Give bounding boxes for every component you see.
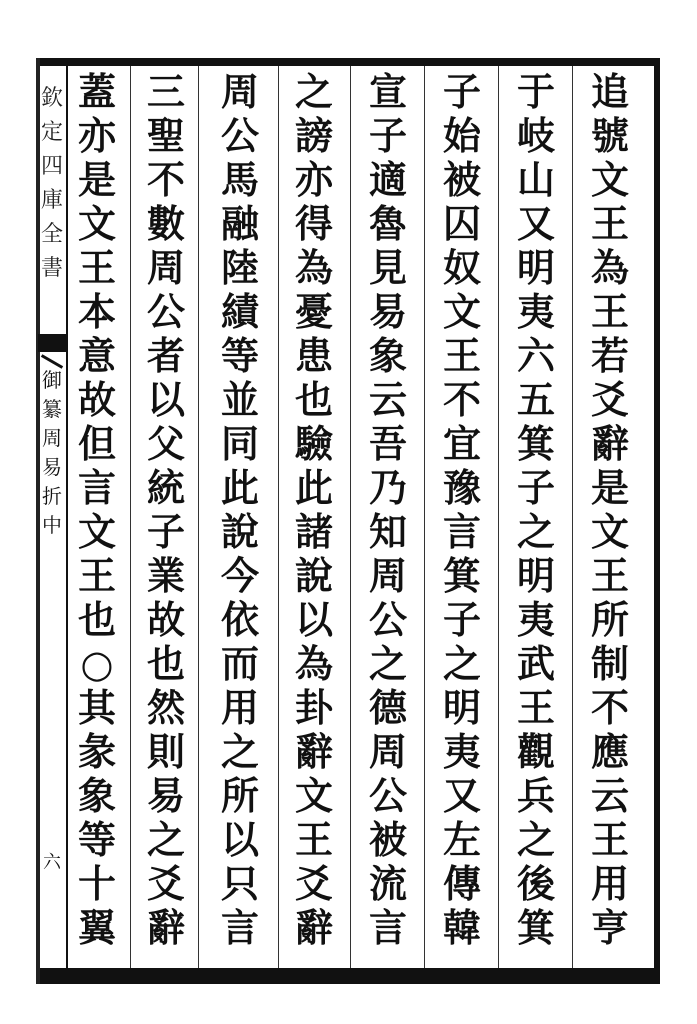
character: 之 bbox=[516, 509, 555, 554]
character: 之 bbox=[368, 641, 407, 686]
character: 夷 bbox=[516, 597, 555, 642]
spine-black-block bbox=[38, 334, 66, 352]
character: 見 bbox=[368, 245, 407, 290]
character: 觀 bbox=[516, 729, 555, 774]
character: 傳 bbox=[442, 861, 481, 906]
character: 四 bbox=[40, 154, 63, 179]
character: 文 bbox=[77, 509, 116, 554]
character: 言 bbox=[77, 465, 116, 510]
character: 父 bbox=[146, 421, 185, 466]
character: 爻 bbox=[590, 377, 629, 422]
character: 乃 bbox=[368, 465, 407, 510]
character: 左 bbox=[442, 817, 481, 862]
character: 後 bbox=[516, 861, 555, 906]
character: 公 bbox=[368, 597, 407, 642]
character: 夷 bbox=[516, 289, 555, 334]
character: 但 bbox=[77, 421, 116, 466]
text-column-1 bbox=[577, 70, 643, 970]
character: 易 bbox=[42, 455, 62, 479]
character: 並 bbox=[220, 377, 259, 422]
character: 等 bbox=[220, 333, 259, 378]
character: ○ bbox=[80, 641, 114, 686]
character: 周 bbox=[368, 553, 407, 598]
text-column-8 bbox=[64, 70, 130, 970]
character: 纂 bbox=[42, 397, 62, 421]
character: 依 bbox=[220, 597, 259, 642]
character: 業 bbox=[146, 553, 185, 598]
character: 是 bbox=[77, 157, 116, 202]
character: 全 bbox=[40, 222, 63, 247]
character: 此 bbox=[294, 465, 333, 510]
character: 公 bbox=[220, 113, 259, 158]
character: 卦 bbox=[294, 685, 333, 730]
character: 囚 bbox=[442, 201, 481, 246]
character: 是 bbox=[590, 465, 629, 510]
character: 公 bbox=[146, 289, 185, 334]
character: 明 bbox=[442, 685, 481, 730]
character: 云 bbox=[590, 773, 629, 818]
character: 聖 bbox=[146, 113, 185, 158]
character: 云 bbox=[368, 377, 407, 422]
character: 山 bbox=[516, 157, 555, 202]
character: 也 bbox=[294, 377, 333, 422]
character: 不 bbox=[146, 157, 185, 202]
character: 之 bbox=[294, 69, 333, 114]
column-rule bbox=[278, 66, 279, 968]
character: 周 bbox=[146, 245, 185, 290]
character: 辭 bbox=[294, 905, 333, 950]
character: 定 bbox=[40, 120, 63, 145]
character: 易 bbox=[368, 289, 407, 334]
character: 王 bbox=[77, 245, 116, 290]
character: 子 bbox=[442, 597, 481, 642]
character: 辭 bbox=[294, 729, 333, 774]
character: 用 bbox=[220, 685, 259, 730]
text-column-4 bbox=[355, 70, 421, 970]
character: 也 bbox=[146, 641, 185, 686]
character: 所 bbox=[220, 773, 259, 818]
character: 德 bbox=[368, 685, 407, 730]
character: 則 bbox=[146, 729, 185, 774]
character: 者 bbox=[146, 333, 185, 378]
character: 明 bbox=[516, 553, 555, 598]
character: 用 bbox=[590, 861, 629, 906]
character: 十 bbox=[77, 861, 116, 906]
character: 翼 bbox=[77, 905, 116, 950]
spine-page-number: 六 bbox=[43, 852, 61, 873]
character: 爻 bbox=[146, 861, 185, 906]
character: 文 bbox=[590, 157, 629, 202]
character: 而 bbox=[220, 641, 259, 686]
character: 陸 bbox=[220, 245, 259, 290]
character: 箕 bbox=[516, 905, 555, 950]
text-column-3 bbox=[429, 70, 495, 970]
character: 說 bbox=[220, 509, 259, 554]
character: 所 bbox=[590, 597, 629, 642]
character: 折 bbox=[42, 484, 62, 508]
character: 為 bbox=[294, 245, 333, 290]
character: 象 bbox=[77, 773, 116, 818]
character: 號 bbox=[590, 113, 629, 158]
character: 宜 bbox=[442, 421, 481, 466]
character: 子 bbox=[442, 69, 481, 114]
character: 子 bbox=[516, 465, 555, 510]
character: 王 bbox=[590, 289, 629, 334]
character: 王 bbox=[294, 817, 333, 862]
character: 若 bbox=[590, 333, 629, 378]
character: 不 bbox=[590, 685, 629, 730]
character: 周 bbox=[42, 426, 62, 450]
character: 亦 bbox=[77, 113, 116, 158]
character: 然 bbox=[146, 685, 185, 730]
character: 故 bbox=[77, 377, 116, 422]
character: 三 bbox=[146, 69, 185, 114]
character: 其 bbox=[77, 685, 116, 730]
character: 說 bbox=[294, 553, 333, 598]
character: 王 bbox=[590, 817, 629, 862]
character: 欽 bbox=[40, 86, 63, 111]
character: 謗 bbox=[294, 113, 333, 158]
character: 王 bbox=[442, 333, 481, 378]
character: 王 bbox=[590, 553, 629, 598]
character: 子 bbox=[146, 509, 185, 554]
character: 象 bbox=[368, 333, 407, 378]
frame-bottom-border bbox=[36, 968, 660, 984]
book-spine-margin bbox=[38, 66, 66, 968]
character: 彖 bbox=[77, 729, 116, 774]
text-column-2 bbox=[503, 70, 569, 970]
column-rule bbox=[572, 66, 573, 968]
character: 不 bbox=[442, 377, 481, 422]
character: 之 bbox=[516, 817, 555, 862]
character: 吾 bbox=[368, 421, 407, 466]
character: 為 bbox=[294, 641, 333, 686]
character: 又 bbox=[442, 773, 481, 818]
character: 同 bbox=[220, 421, 259, 466]
character: 奴 bbox=[442, 245, 481, 290]
character: 被 bbox=[368, 817, 407, 862]
character: 數 bbox=[146, 201, 185, 246]
frame-top-border bbox=[36, 58, 660, 66]
character: 言 bbox=[442, 509, 481, 554]
character: 夷 bbox=[442, 729, 481, 774]
text-column-7 bbox=[133, 70, 199, 970]
character: 王 bbox=[77, 553, 116, 598]
character: 爻 bbox=[294, 861, 333, 906]
character: 以 bbox=[146, 377, 185, 422]
character: 意 bbox=[77, 333, 116, 378]
character: 子 bbox=[368, 113, 407, 158]
character: 箕 bbox=[516, 421, 555, 466]
column-rule bbox=[498, 66, 499, 968]
character: 六 bbox=[516, 333, 555, 378]
character: 融 bbox=[220, 201, 259, 246]
column-rule bbox=[130, 66, 131, 968]
character: 箕 bbox=[442, 553, 481, 598]
character: 得 bbox=[294, 201, 333, 246]
character: 御 bbox=[42, 368, 62, 392]
character: 始 bbox=[442, 113, 481, 158]
character: 文 bbox=[77, 201, 116, 246]
character: 亨 bbox=[590, 905, 629, 950]
character: 患 bbox=[294, 333, 333, 378]
character: 庫 bbox=[40, 188, 63, 213]
character: 文 bbox=[590, 509, 629, 554]
character: 宣 bbox=[368, 69, 407, 114]
character: 兵 bbox=[516, 773, 555, 818]
character: 岐 bbox=[516, 113, 555, 158]
character: 五 bbox=[516, 377, 555, 422]
character: 此 bbox=[220, 465, 259, 510]
character: 今 bbox=[220, 553, 259, 598]
character: 等 bbox=[77, 817, 116, 862]
character: 明 bbox=[516, 245, 555, 290]
character: 辭 bbox=[590, 421, 629, 466]
character: 之 bbox=[220, 729, 259, 774]
character: 為 bbox=[590, 245, 629, 290]
character: 諸 bbox=[294, 509, 333, 554]
character: 追 bbox=[590, 69, 629, 114]
character: 文 bbox=[442, 289, 481, 334]
character: 周 bbox=[368, 729, 407, 774]
character: 又 bbox=[516, 201, 555, 246]
character: 韓 bbox=[442, 905, 481, 950]
character: 豫 bbox=[442, 465, 481, 510]
character: 適 bbox=[368, 157, 407, 202]
character: 應 bbox=[590, 729, 629, 774]
character: 于 bbox=[516, 69, 555, 114]
character: 統 bbox=[146, 465, 185, 510]
character: 被 bbox=[442, 157, 481, 202]
character: 驗 bbox=[294, 421, 333, 466]
character: 績 bbox=[220, 289, 259, 334]
character: 之 bbox=[442, 641, 481, 686]
character: 憂 bbox=[294, 289, 333, 334]
character: 流 bbox=[368, 861, 407, 906]
character: 只 bbox=[220, 861, 259, 906]
column-rule bbox=[350, 66, 351, 968]
character: 以 bbox=[220, 817, 259, 862]
character: 之 bbox=[146, 817, 185, 862]
text-column-5 bbox=[281, 70, 347, 970]
character: 武 bbox=[516, 641, 555, 686]
character: 制 bbox=[590, 641, 629, 686]
spine-collection-title bbox=[38, 82, 66, 286]
frame-right-border bbox=[654, 58, 660, 984]
character: 公 bbox=[368, 773, 407, 818]
character: 王 bbox=[516, 685, 555, 730]
character: 言 bbox=[220, 905, 259, 950]
character: 以 bbox=[294, 597, 333, 642]
character: 書 bbox=[40, 256, 63, 281]
character: 周 bbox=[220, 69, 259, 114]
text-column-6 bbox=[207, 70, 273, 970]
column-rule bbox=[424, 66, 425, 968]
character: 本 bbox=[77, 289, 116, 334]
character: 知 bbox=[368, 509, 407, 554]
character: 辭 bbox=[146, 905, 185, 950]
spine-book-title bbox=[38, 366, 66, 540]
character: 王 bbox=[590, 201, 629, 246]
character: 魯 bbox=[368, 201, 407, 246]
character: 故 bbox=[146, 597, 185, 642]
character: 馬 bbox=[220, 157, 259, 202]
character: 蓋 bbox=[77, 69, 116, 114]
character: 文 bbox=[294, 773, 333, 818]
character: 中 bbox=[42, 513, 62, 537]
character: 易 bbox=[146, 773, 185, 818]
character: 亦 bbox=[294, 157, 333, 202]
character: 也 bbox=[77, 597, 116, 642]
character: 言 bbox=[368, 905, 407, 950]
